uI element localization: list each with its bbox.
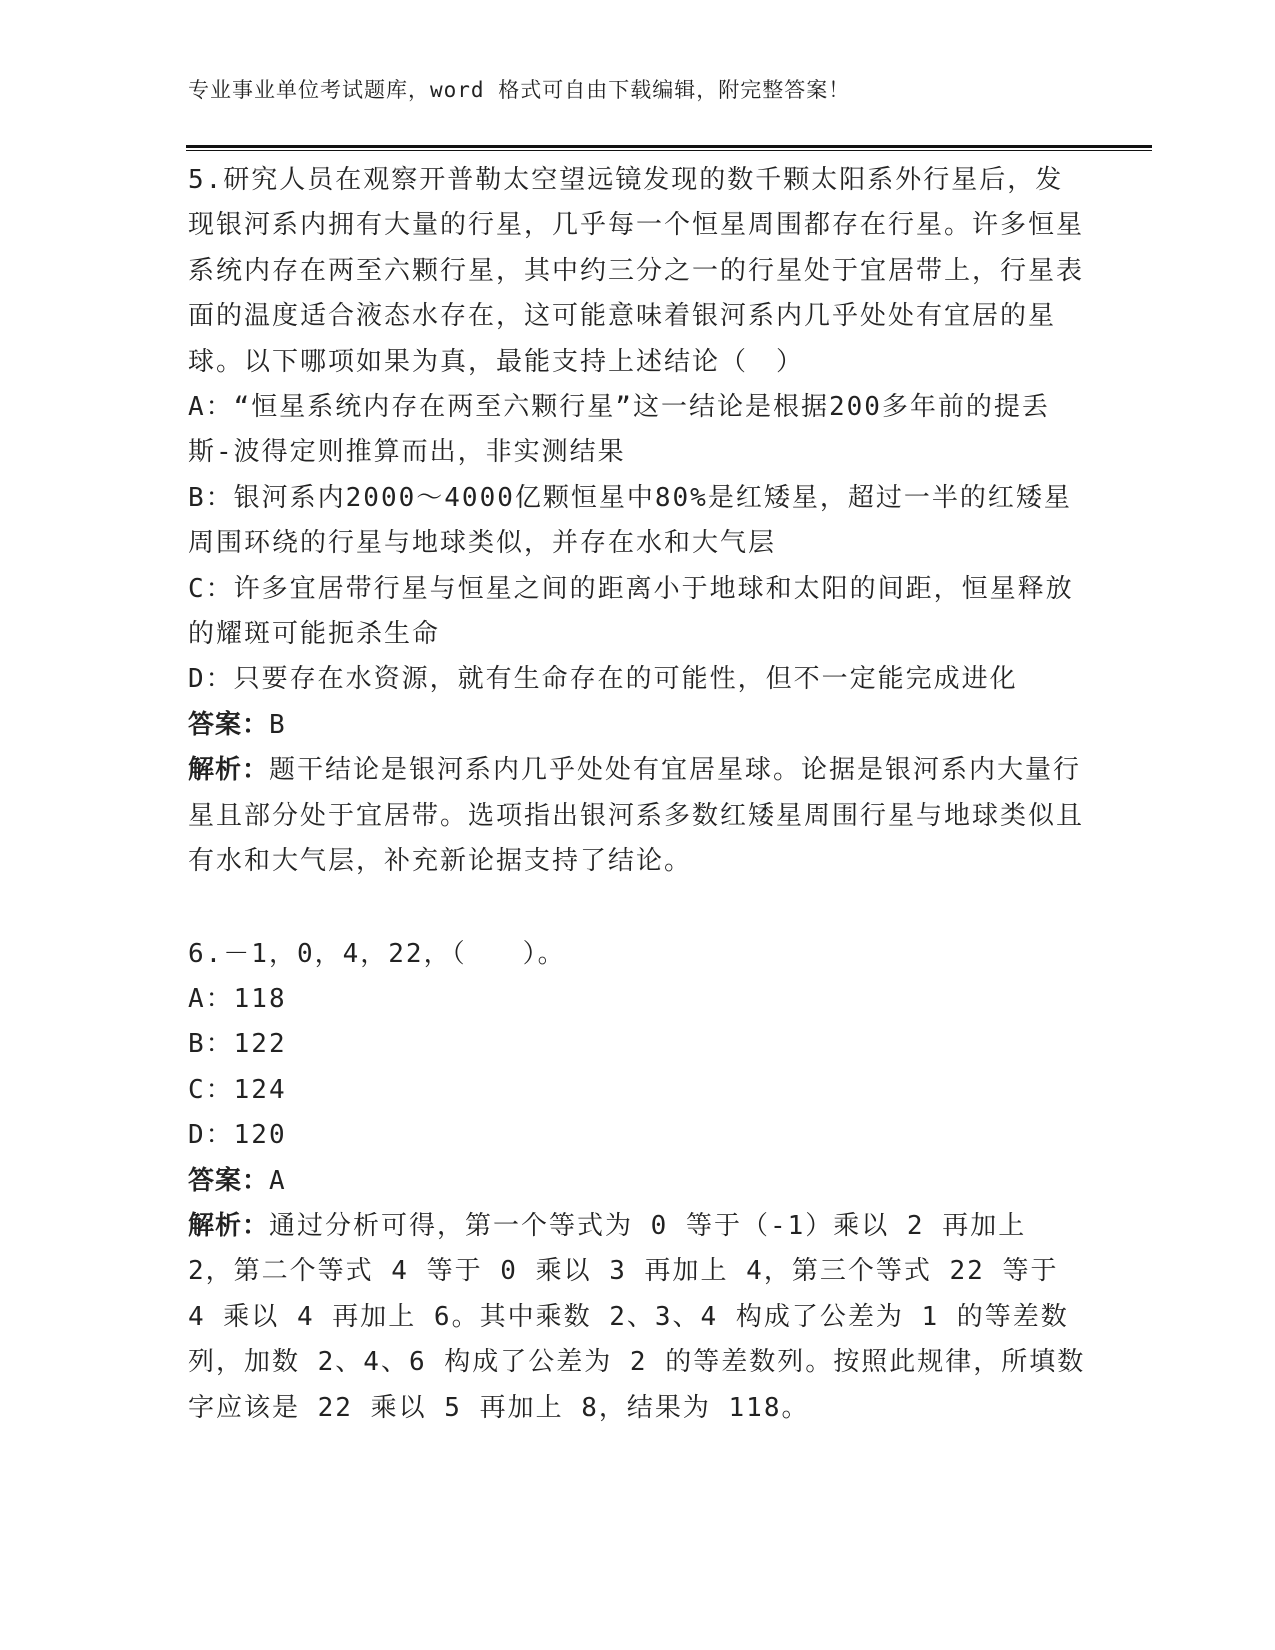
question-6-answer — [188, 1159, 1088, 1204]
question-5-option-d: D：只要存在水资源，就有生命存在的可能性，但不一定能完成进化 — [188, 664, 1018, 695]
question-5-stem: 5.研究人员在观察开普勒太空望远镜发现的数千颗太阳系外行星后，发现银河系内拥有大量的行星，几乎每一个恒星周围都存在行星。许多恒星系统内存在两至六颗行星，其中约三分之一的行星处于宜居带上，行星表面的温度适合液态水存在，这可能意味着银河系内几乎处处有宜居的星球。以下哪项如果为真，最能支持上述结论（ ） — [188, 165, 1085, 377]
answer-label: 答案： — [188, 709, 270, 740]
header-rule — [186, 145, 1152, 151]
question-6-analysis — [188, 1204, 1088, 1431]
document-body — [188, 158, 1088, 1431]
question-5-analysis — [188, 748, 1088, 884]
question-5-answer — [188, 703, 1088, 748]
question-6-option-d: D：120 — [188, 1120, 287, 1151]
question-spacer — [188, 885, 1088, 932]
page-header: 专业事业单位考试题库，word 格式可自由下载编辑，附完整答案！ — [188, 78, 851, 102]
answer-label: 答案： — [188, 1165, 270, 1196]
question-6 — [188, 932, 1088, 1431]
analysis-text: 题干结论是银河系内几乎处处有宜居星球。论据是银河系内大量行星且部分处于宜居带。选项指出银河系多数红矮星周围行星与地球类似且有水和大气层，补充新论据支持了结论。 — [188, 755, 1085, 877]
question-6-stem: 6.－1，0，4，22，（ ）。 — [188, 938, 566, 969]
question-5-option-a: A：“恒星系统内存在两至六颗行星”这一结论是根据200多年前的提丢斯-波得定则推算而出，非实测结果 — [188, 392, 1050, 468]
question-5-option-b: B：银河系内2000～4000亿颗恒星中80%是红矮星，超过一半的红矮星周围环绕的行星与地球类似，并存在水和大气层 — [188, 482, 1072, 559]
analysis-text: 通过分析可得，第一个等式为 0 等于（-1）乘以 2 再加上 2，第二个等式 4 等于 0 乘以 3 再加上 4，第三个等式 22 等于 4 乘以 4 再加上 6。其中乘数 2、3、4 构成了公差为 1 的等差数列，加数 2、4、6 构成了公差为 2 的等差数列。按照此规律，所填数字应该是 22 乘以 5 再加上 8，结果为 118。 — [188, 1210, 1086, 1423]
question-5-option-c: C：许多宜居带行星与恒星之间的距离小于地球和太阳的间距，恒星释放的耀斑可能扼杀生命 — [188, 573, 1074, 650]
question-6-option-b: B：122 — [188, 1029, 287, 1060]
question-6-option-c: C：124 — [188, 1074, 287, 1105]
analysis-label: 解析： — [188, 755, 270, 786]
answer-value: A — [269, 1165, 287, 1196]
analysis-label: 解析： — [188, 1210, 270, 1241]
question-6-option-a: A：118 — [188, 983, 287, 1014]
question-5 — [188, 158, 1088, 885]
answer-value: B — [269, 709, 287, 740]
